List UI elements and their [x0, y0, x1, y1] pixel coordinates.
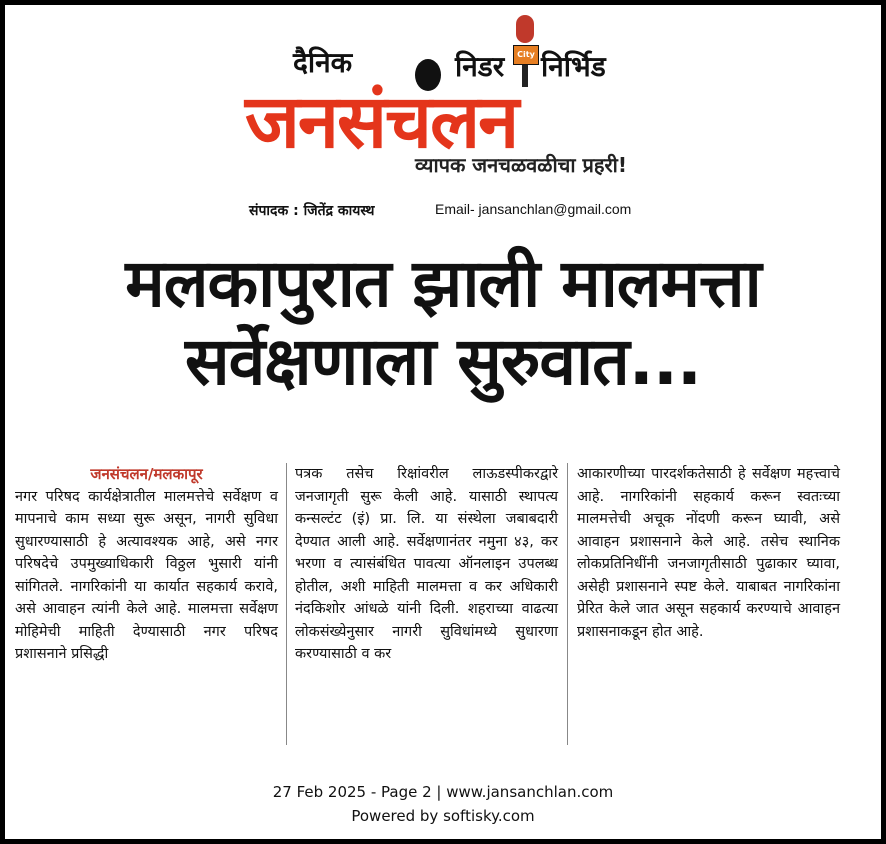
column-divider: [567, 463, 568, 745]
microphone-icon: [513, 15, 537, 85]
contact-email: Email- jansanchlan@gmail.com: [435, 201, 632, 217]
article-column-1: [15, 463, 278, 666]
masthead-tagline: व्यापक जनचळवळीचा प्रहरी!: [415, 153, 627, 177]
masthead-dainik: दैनिक: [293, 46, 353, 79]
footer-date-page: 27 Feb 2025 - Page 2 | www.jansanchlan.com: [272, 783, 614, 801]
masthead: [245, 15, 645, 220]
article-column-3: [577, 463, 840, 643]
column-3-text: आकारणीच्या पारदर्शकतेसाठी हे सर्वेक्षण महत्त्वाचे आहे. नागरिकांनी सहकार्य करून स्वतःच्या मालमत्तेची अचूक नोंदणी करून घ्यावी, असे आवाहन प्रशासनाने केले आहे. तसेच स्थानिक लोकप्रतिनिधींनी जनजागृतीसाठी पुढाकार घ्यावा, असेही प्रशासनाने स्पष्ट केले. याबाबत नागरिकांना प्रेरित केले जात असून सहकार्य करण्याचे आवाहन प्रशासनाकडून होत आहे.: [577, 466, 840, 640]
column-2-text: पत्रक तसेच रिक्षांवरील लाऊडस्पीकरद्वारे जनजागृती सुरू केली आहे. यासाठी स्थापत्य कन्सल्टंट (इं) प्रा. लि. या संस्थेला जबाबदारी देण्यात आली आहे. सर्वेक्षणानंतर नमुना ४३, कर भरणा व त्यासंबंधित पावत्या ऑनलाइन उपलब्ध होतील, अशी माहिती मालमत्ता व कर अधिकारी नंदकिशोर आंधळे यांनी दिली. शहराच्या वाढत्या लोकसंख्येनुसार नागरी सुविधांमध्ये सुधारणा करण्यासाठी व कर: [295, 466, 558, 662]
masthead-nirbhid: निर्भिड: [541, 50, 606, 83]
article-headline: [25, 245, 861, 401]
headline-line-2: सर्वेक्षणाला सुरुवात...: [185, 323, 701, 400]
newspaper-clipping: [5, 5, 881, 839]
article-column-2: [295, 463, 558, 666]
footer-powered-by: Powered by softisky.com: [351, 807, 535, 825]
column-1-text: नगर परिषद कार्यक्षेत्रातील मालमत्तेचे सर्वेक्षण व मापनाचे काम सध्या सुरू असून, नागरी सुविधा सुधारण्यासाठी हे अत्यावश्यक आहे, असे नगर परिषदेचे उपमुख्याधिकारी विठ्ठल भुसारी यांनी सांगितले. नागरिकांनी या कार्यात सहकार्य करावे, असे आवाहन त्यांनी केले आहे. मालमत्ता सर्वेक्षण मोहिमेची माहिती देण्यासाठी नगर परिषद प्रशासनाने प्रसिद्धी: [15, 488, 278, 662]
masthead-nidar: निडर: [455, 50, 505, 83]
headline-line-1: मलकापुरात झाली मालमत्ता: [125, 245, 761, 322]
editor-credit: संपादक : जितेंद्र कायस्थ: [249, 203, 375, 219]
dateline: जनसंचलन/मलकापूर: [90, 465, 203, 483]
newspaper-logo: जनसंचलन: [245, 79, 518, 165]
column-divider: [286, 463, 287, 745]
mic-badge: City: [513, 45, 539, 65]
